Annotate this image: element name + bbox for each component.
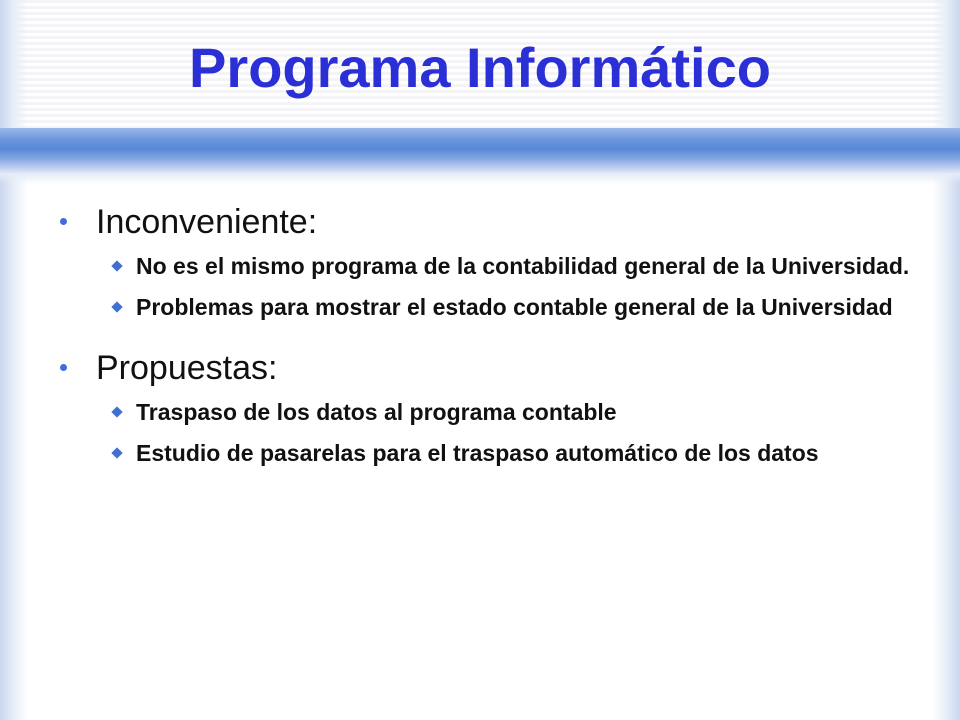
sub-bullet-list [56, 252, 916, 322]
section-propuestas [56, 344, 916, 468]
diamond-bullet-icon [111, 406, 122, 417]
round-bullet-icon [60, 218, 67, 225]
sub-bullet-list [56, 398, 916, 468]
list-item-text: Estudio de pasarelas para el traspaso automático de los datos [136, 440, 819, 466]
list-item [56, 252, 916, 281]
diamond-bullet-icon [111, 301, 122, 312]
slide-content [56, 198, 916, 490]
title-band-shadow [0, 174, 960, 184]
list-item [56, 398, 916, 427]
section-inconveniente [56, 198, 916, 322]
heading-text: Propuestas: [96, 349, 278, 387]
heading-text: Inconveniente: [96, 203, 318, 241]
list-item-text: Traspaso de los datos al programa contable [136, 399, 617, 425]
list-item-text: No es el mismo programa de la contabilidad general de la Universidad. [136, 253, 910, 279]
list-item [56, 439, 916, 468]
diamond-bullet-icon [111, 447, 122, 458]
left-edge-gradient [0, 0, 28, 720]
bullet-heading [56, 198, 916, 246]
list-item-text: Problemas para mostrar el estado contable general de la Universidad [136, 294, 893, 320]
round-bullet-icon [60, 364, 67, 371]
right-edge-gradient [932, 0, 960, 720]
title-underline-band [0, 128, 960, 174]
bullet-heading [56, 344, 916, 392]
slide-title: Programa Informático [189, 36, 771, 99]
diamond-bullet-icon [111, 260, 122, 271]
list-item [56, 293, 916, 322]
